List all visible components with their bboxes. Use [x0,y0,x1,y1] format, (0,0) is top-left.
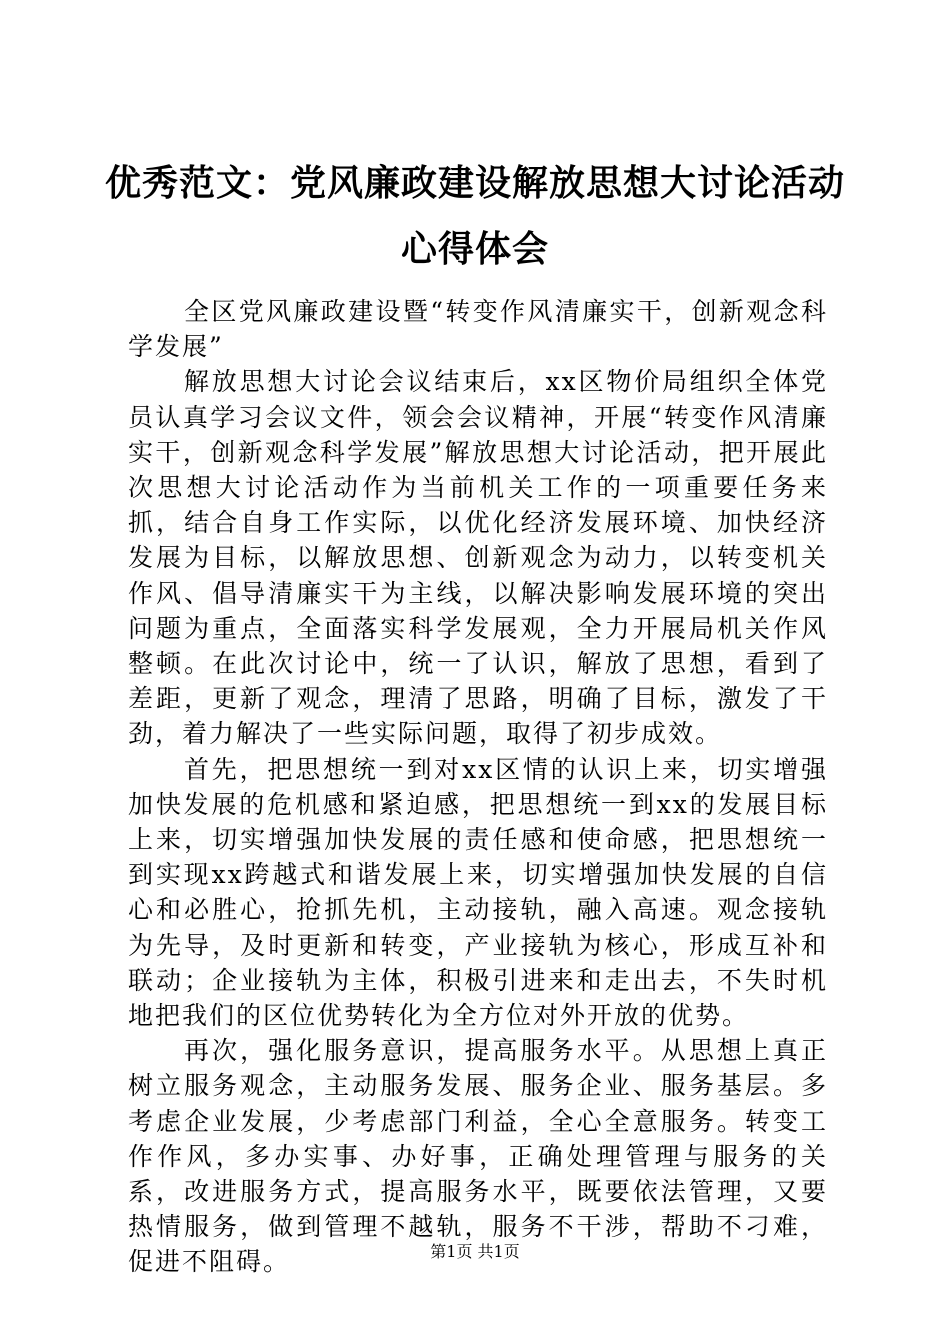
page-footer: 第1页 共1页 [430,1242,520,1261]
paragraph-1: 全区党风廉政建设暨“转变作风清廉实干，创新观念科学发展” [128,297,828,362]
document-body [128,294,828,1280]
document-title-line-1: 优秀范文：党风廉政建设解放思想大讨论活动 [104,163,845,204]
paragraph-4: 再次，强化服务意识，提高服务水平。从思想上真正树立服务观念，主动服务发展、服务企业、服务基层。多考虑企业发展，少考虑部门利益，全心全意服务。转变工作作风，多办实事、办好事，正确处理管理与服务的关系，改进服务方式，提高服务水平，既要依法管理，又要热情服务，做到管理不越轨，服务不干涉，帮助不刁难，促进不阻碍。 [128,1036,828,1277]
paragraph-3: 首先，把思想统一到对xx区情的认识上来，切实增强加快发展的危机感和紧迫感，把思想统一到xx的发展目标上来，切实增强加快发展的责任感和使命感，把思想统一到实现xx跨越式和谐发展上来，切实增强加快发展的自信心和必胜心，抢抓先机，主动接轨，融入高速。观念接轨为先导，及时更新和转变，产业接轨为核心，形成互补和联动；企业接轨为主体，积极引进来和走出去，不失时机地把我们的区位优势转化为全方位对外开放的优势。 [128,754,828,1031]
paragraph-2: 解放思想大讨论会议结束后，xx区物价局组织全体党员认真学习会议文件，领会会议精神，开展“转变作风清廉实干，创新观念科学发展”解放思想大讨论活动，把开展此次思想大讨论活动作为当前机关工作的一项重要任务来抓，结合自身工作实际，以优化经济发展环境、加快经济发展为目标，以解放思想、创新观念为动力，以转变机关作风、倡导清廉实干为主线，以解决影响发展环境的突出问题为重点，全面落实科学发展观，全力开展局机关作风整顿。在此次讨论中，统一了认识，解放了思想，看到了差距，更新了观念，理清了思路，明确了目标，激发了干劲，着力解决了一些实际问题，取得了初步成效。 [128,367,828,749]
document-title-line-2: 心得体会 [400,229,549,270]
